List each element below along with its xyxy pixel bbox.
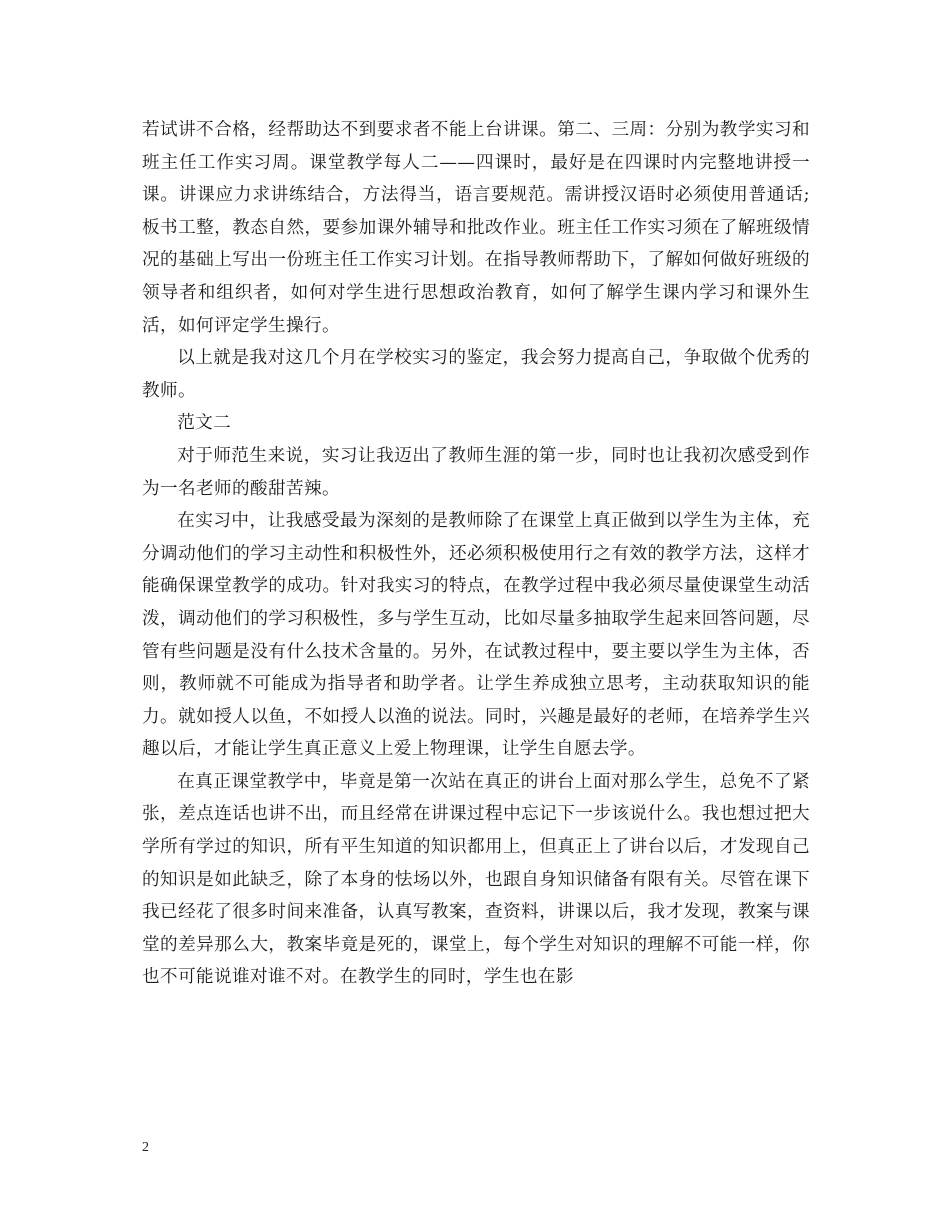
paragraph: 在实习中，让我感受最为深刻的是教师除了在课堂上真正做到以学生为主体，充分调动他们的学习主动性和积极性外，还必须积极使用行之有效的教学方法，这样才能确保课堂教学的成功。针对我实习的特点，在教学过程中我必须尽量使课堂生动活泼，调动他们的学习积极性，多与学生互动，比如尽量多抽取学生起来回答问题，尽管有些问题是没有什么技术含量的。另外，在试教过程中，要主要以学生为主体，否则，教师就不可能成为指导者和助学者。让学生养成独立思考，主动获取知识的能力。就如授人以鱼，不如授人以渔的说法。同时，兴趣是最好的老师，在培养学生兴趣以后，才能让学生真正意义上爱上物理课，让学生自愿去学。 <box>142 511 810 760</box>
paragraph: 对于师范生来说，实习让我迈出了教师生涯的第一步，同时也让我初次感受到作为一名老师的酸甜苦辣。 <box>142 445 810 499</box>
page-number: 2 <box>142 1140 149 1155</box>
paragraph: 在真正课堂教学中，毕竟是第一次站在真正的讲台上面对那么学生，总免不了紧张，差点连话也讲不出，而且经常在讲课过程中忘记下一步该说什么。我也想过把大学所有学过的知识，所有平生知道的知识都用上，但真正上了讲台以后，才发现自己的知识是如此缺乏，除了本身的怯场以外，也跟自身知识储备有限有关。尽管在课下我已经花了很多时间来准备，认真写教案，查资料，讲课以后，我才发现，教案与课堂的差异那么大，教案毕竟是死的，课堂上，每个学生对知识的理解不可能一样，你也不可能说谁对谁不对。在教学生的同时，学生也在影 <box>142 771 810 988</box>
section-heading: 范文二 <box>177 413 232 434</box>
paragraph: 若试讲不合格，经帮助达不到要求者不能上台讲课。第二、三周：分别为教学实习和班主任工作实习周。课堂教学每人二——四课时，最好是在四课时内完整地讲授一课。讲课应力求讲练结合，方法得当，语言要规范。需讲授汉语时必须使用普通话;板书工整，教态自然，要参加课外辅导和批改作业。班主任工作实习须在了解班级情况的基础上写出一份班主任工作实习计划。在指导教师帮助下，了解如何做好班级的领导者和组织者，如何对学生进行思想政治教育，如何了解学生课内学习和课外生活，如何评定学生操行。 <box>142 120 810 336</box>
document-body <box>142 114 810 994</box>
paragraph: 以上就是我对这几个月在学校实习的鉴定，我会努力提高自己，争取做个优秀的教师。 <box>142 348 810 401</box>
